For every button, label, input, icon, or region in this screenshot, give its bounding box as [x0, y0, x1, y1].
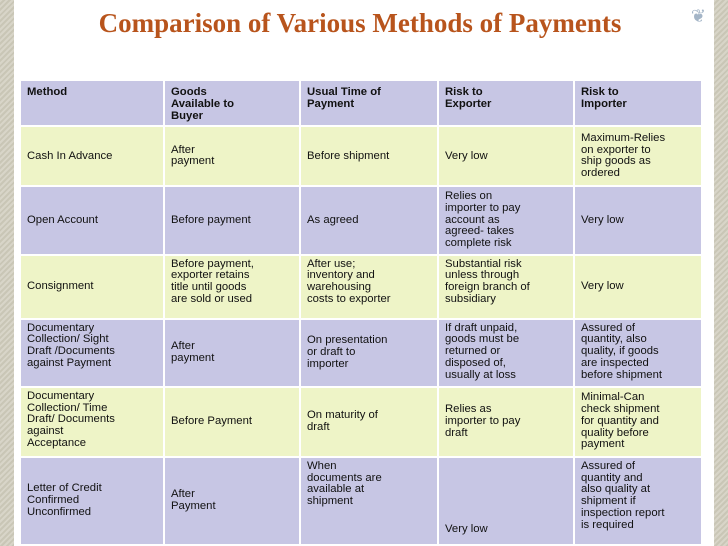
table-cell: On maturity of draft — [300, 387, 438, 457]
table-cell: Before payment — [164, 186, 300, 254]
right-decorative-border — [714, 0, 728, 546]
table-cell: As agreed — [300, 186, 438, 254]
column-header: Usual Time of Payment — [300, 80, 438, 126]
table-cell: Very low — [438, 457, 574, 545]
table-cell: Documentary Collection/ Sight Draft /Documents against Payment — [20, 319, 164, 387]
column-header: Method — [20, 80, 164, 126]
column-header: Goods Available to Buyer — [164, 80, 300, 126]
table-cell: After Payment — [164, 457, 300, 545]
table-cell: Very low — [574, 255, 702, 319]
table-cell: After use; inventory and warehousing costs to exporter — [300, 255, 438, 319]
table-cell: After payment — [164, 126, 300, 186]
column-header: Risk to Exporter — [438, 80, 574, 126]
left-decorative-border — [0, 0, 14, 546]
table-row — [20, 126, 702, 186]
table-row — [20, 319, 702, 387]
table-cell: Maximum-Relies on exporter to ship goods as ordered — [574, 126, 702, 186]
table-cell: Cash In Advance — [20, 126, 164, 186]
table-cell: When documents are available at shipment — [300, 457, 438, 545]
table-cell: On presentation or draft to importer — [300, 319, 438, 387]
table-row — [20, 457, 702, 545]
table-row — [20, 255, 702, 319]
table-cell: Very low — [438, 126, 574, 186]
table-cell: Before Payment — [164, 387, 300, 457]
column-header: Risk to Importer — [574, 80, 702, 126]
table-header-row — [20, 80, 702, 126]
slide-title: Comparison of Various Methods of Payments — [98, 8, 622, 38]
table-cell: Substantial risk unless through foreign branch of subsidiary — [438, 255, 574, 319]
payment-methods-table — [19, 79, 701, 546]
table-cell: Relies as importer to pay draft — [438, 387, 574, 457]
table-cell: Open Account — [20, 186, 164, 254]
table-cell: Assured of quantity and also quality at shipment if inspection report is required — [574, 457, 702, 545]
table-cell: Letter of Credit Confirmed Unconfirmed — [20, 457, 164, 545]
table-cell: Relies on importer to pay account as agreed- takes complete risk — [438, 186, 574, 254]
table-cell: Before shipment — [300, 126, 438, 186]
decorative-corner-icon: ❦ — [690, 6, 706, 26]
table-cell: If draft unpaid, goods must be returned or disposed of, usually at loss — [438, 319, 574, 387]
table-cell: Minimal-Can check shipment for quantity and quality before payment — [574, 387, 702, 457]
table-row — [20, 186, 702, 254]
table-cell: Documentary Collection/ Time Draft/ Documents against Acceptance — [20, 387, 164, 457]
table-cell: Consignment — [20, 255, 164, 319]
table-row — [20, 387, 702, 457]
table-cell: Very low — [574, 186, 702, 254]
table-cell: Before payment, exporter retains title until goods are sold or used — [164, 255, 300, 319]
table-cell: After payment — [164, 319, 300, 387]
table-cell: Assured of quantity, also quality, if goods are inspected before shipment — [574, 319, 702, 387]
